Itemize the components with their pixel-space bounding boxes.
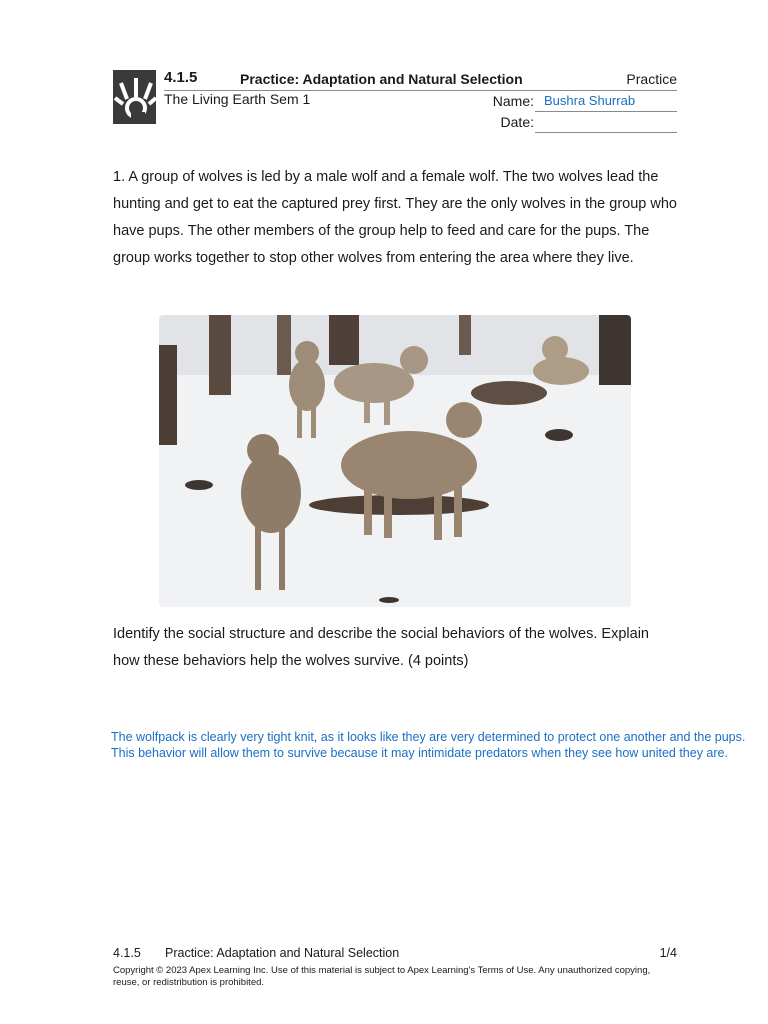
copyright-notice: Copyright © 2023 Apex Learning Inc. Use of this material is subject to Apex Learning's Terms of Use. Any unauthorized copying, reuse, or redistribution is prohibited. bbox=[113, 965, 651, 988]
wolf-pack-photo bbox=[159, 315, 631, 607]
page-title: Practice: Adaptation and Natural Selection bbox=[240, 71, 523, 87]
apex-learning-logo-icon bbox=[113, 70, 156, 124]
lesson-number: 4.1.5 bbox=[164, 69, 198, 86]
course-name: The Living Earth Sem 1 bbox=[164, 91, 311, 107]
date-label: Date: bbox=[500, 114, 534, 130]
date-underline bbox=[535, 132, 677, 133]
activity-type: Practice bbox=[626, 71, 677, 87]
name-underline bbox=[535, 111, 677, 112]
footer-title: Practice: Adaptation and Natural Selection bbox=[165, 946, 400, 960]
name-label: Name: bbox=[492, 93, 534, 109]
page-number: 1/4 bbox=[659, 946, 677, 960]
name-field[interactable]: Bushra Shurrab bbox=[544, 93, 636, 108]
student-answer[interactable]: The wolfpack is clearly very tight knit, as it looks like they are very determined to protect one another and the pups. This behavior will allow them to survive because it may intimidate predators when they see how united they are. bbox=[111, 730, 746, 760]
question-text: 1. A group of wolves is led by a male wolf and a female wolf. The two wolves lead the hunting and get to eat the captured prey first. They are the only wolves in the group who have pups. The other members of the group help to feed and care for the pups. The group works together to stop other wolves from entering the area where they live. bbox=[113, 169, 677, 266]
footer-lesson-number: 4.1.5 bbox=[113, 946, 141, 960]
question-prompt: Identify the social structure and describe the social behaviors of the wolves. Explain how these behaviors help the wolves survive. (4 points) bbox=[113, 626, 649, 669]
